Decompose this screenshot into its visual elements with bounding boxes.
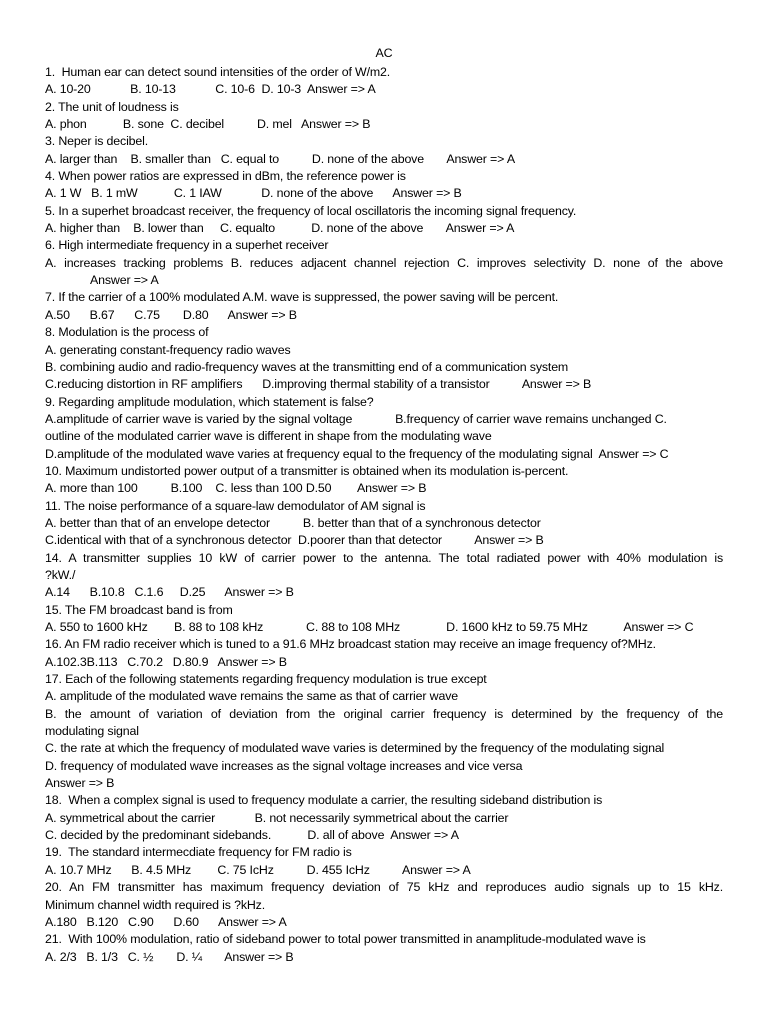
text-line: A. phon B. sone C. decibel D. mel Answer => B <box>45 117 371 132</box>
text-line: C. the rate at which the frequency of modulated wave varies is determined by the frequency of the modulating signal <box>45 741 665 756</box>
text-line: 18. When a complex signal is used to frequency modulate a carrier, the resulting sideband distribution is <box>45 793 603 808</box>
text-line: Minimum channel width required is ?kHz. <box>45 897 266 912</box>
text-line: 1. Human ear can detect sound intensities of the order of W/m2. <box>45 65 391 79</box>
text-line: 5. In a superhet broadcast receiver, the frequency of local oscillatoris the incoming signal frequency. <box>45 203 577 218</box>
page-title: AC <box>375 46 393 60</box>
text-line: A.180 B.120 C.90 D.60 Answer => A <box>45 914 287 929</box>
text-line: 11. The noise performance of a square-law demodulator of AM signal is <box>45 498 426 513</box>
text-line: A.14 B.10.8 C.1.6 D.25 Answer => B <box>45 585 294 600</box>
text-line: 17. Each of the following statements regarding frequency modulation is true except <box>45 672 487 687</box>
text-line: ?kW./ <box>45 567 76 582</box>
text-line: outline of the modulated carrier wave is different in shape from the modulating wave <box>45 429 492 444</box>
text-line: C.reducing distortion in RF amplifiers D.improving thermal stability of a transistor Answer => B <box>45 377 592 392</box>
text-line: A. higher than B. lower than C. equalto D. none of the above Answer => A <box>45 221 515 236</box>
text-line: A.amplitude of carrier wave is varied by the signal voltage B.frequency of carrier wave remains unchanged C. <box>45 411 667 426</box>
text-line: C. decided by the predominant sidebands. D. all of above Answer => A <box>45 828 459 843</box>
text-line: Answer => B <box>45 776 115 791</box>
text-line: A.50 B.67 C.75 D.80 Answer => B <box>45 307 297 322</box>
text-line: A. generating constant-frequency radio waves <box>45 342 291 357</box>
text-line: A. amplitude of the modulated wave remains the same as that of carrier wave <box>45 689 458 704</box>
text-line: C.identical with that of a synchronous detector D.poorer than that detector Answer => B <box>45 533 544 548</box>
text-line: B. combining audio and radio-frequency waves at the transmitting end of a communication system <box>45 359 569 374</box>
text-line: 2. The unit of loudness is <box>45 99 179 114</box>
text-line: 6. High intermediate frequency in a superhet receiver <box>45 238 329 253</box>
text-line: D.amplitude of the modulated wave varies at frequency equal to the frequency of the modulating signal Answer => C <box>45 446 669 461</box>
text-line: A. more than 100 B.100 C. less than 100 D.50 Answer => B <box>45 481 427 496</box>
text-line: A. 10-20 B. 10-13 C. 10-6 D. 10-3 Answer => A <box>45 82 376 97</box>
text-line: A. 1 W B. 1 mW C. 1 IAW D. none of the above Answer => B <box>45 186 462 201</box>
text-body <box>45 64 723 966</box>
text-line: 10. Maximum undistorted power output of a transmitter is obtained when its modulation is-percent. <box>45 463 569 478</box>
text-line: A. symmetrical about the carrier B. not necessarily symmetrical about the carrier <box>45 810 509 825</box>
text-line: A. better than that of an envelope detector B. better than that of a synchronous detector <box>45 515 541 530</box>
text-line: B. the amount of variation of deviation from the original carrier frequency is determined by the frequency of the <box>45 706 723 721</box>
text-line: 16. An FM radio receiver which is tuned to a 91.6 MHz broadcast station may receive an image frequency of?MHz. <box>45 637 656 652</box>
text-line: 7. If the carrier of a 100% modulated A.M. wave is suppressed, the power saving will be percent. <box>45 290 559 305</box>
text-line: 14. A transmitter supplies 10 kW of carrier power to the antenna. The total radiated power with 40% modulation is <box>45 550 723 565</box>
text-line: A. larger than B. smaller than C. equal to D. none of the above Answer => A <box>45 151 515 166</box>
text-line: 15. The FM broadcast band is from <box>45 602 233 617</box>
text-line: A. 2/3 B. 1/3 C. ½ D. ¼ Answer => B <box>45 949 294 964</box>
text-line: Answer => A <box>90 273 159 288</box>
text-line: A. 10.7 MHz B. 4.5 MHz C. 75 IcHz D. 455 IcHz Answer => A <box>45 862 471 877</box>
text-line: 3. Neper is decibel. <box>45 134 149 149</box>
text-line: D. frequency of modulated wave increases as the signal voltage increases and vice versa <box>45 758 523 773</box>
text-line: A.102.3B.113 C.70.2 D.80.9 Answer => B <box>45 654 287 669</box>
text-line: modulating signal <box>45 724 139 739</box>
text-line: A. increases tracking problems B. reduces adjacent channel rejection C. improves selectivity D. none of the above <box>45 255 723 270</box>
text-line: 20. An FM transmitter has maximum frequency deviation of 75 kHz and reproduces audio signals up to 15 kHz. <box>45 880 723 895</box>
text-line: 21. With 100% modulation, ratio of sideband power to total power transmitted in anamplitude-modulated wave is <box>45 932 646 947</box>
text-line: 19. The standard intermecdiate frequency for FM radio is <box>45 845 352 860</box>
text-line: 8. Modulation is the process of <box>45 325 209 340</box>
text-line: 4. When power ratios are expressed in dBm, the reference power is <box>45 169 406 184</box>
text-line: 9. Regarding amplitude modulation, which statement is false? <box>45 394 374 409</box>
text-line: A. 550 to 1600 kHz B. 88 to 108 kHz C. 88 to 108 MHz D. 1600 kHz to 59.75 MHz Answer => C <box>45 620 694 634</box>
